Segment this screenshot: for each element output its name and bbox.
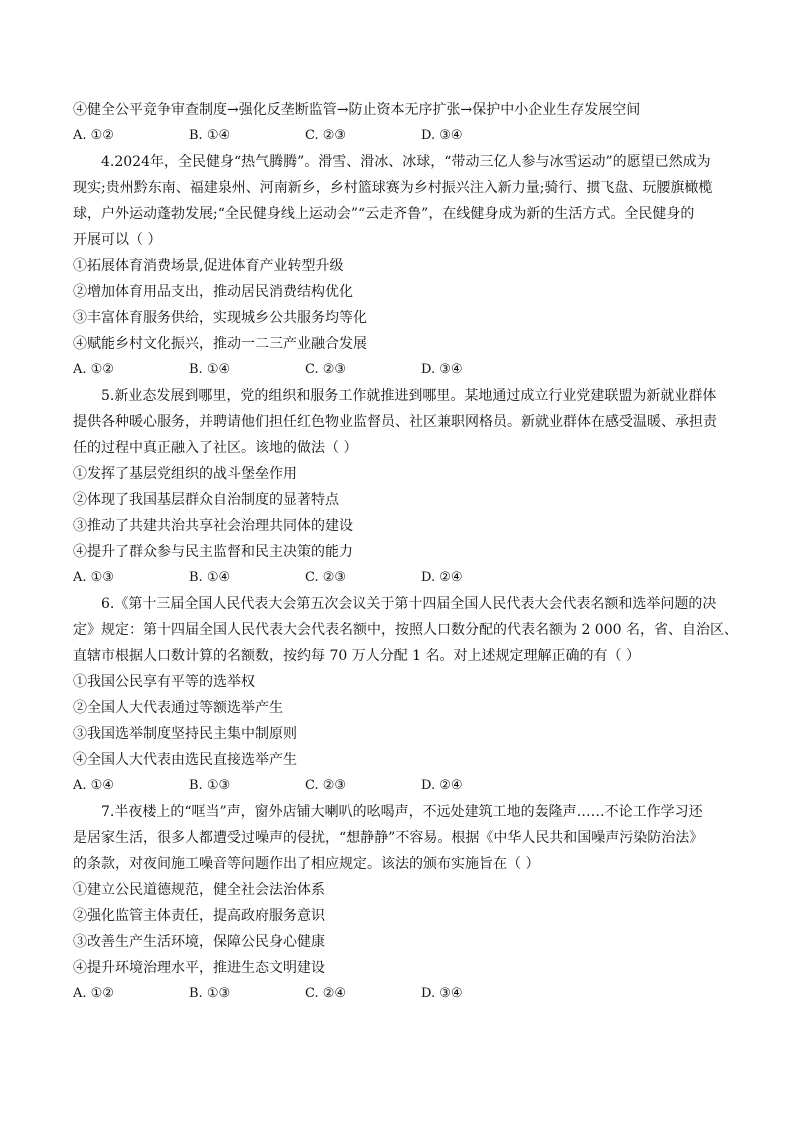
q5-option-1: ①发挥了基层党组织的战斗堡垒作用 <box>73 466 297 482</box>
q4-answer-b: B. ①④ <box>189 362 231 377</box>
q5-stem-line: 5.新业态发展到哪里，党的组织和服务工作就推进到哪里。某地通过成立行业党建联盟为新就业群体 <box>101 388 717 404</box>
question-7 <box>73 799 723 877</box>
q4-option-2: ②增加体育用品支出，推动居民消费结构优化 <box>73 284 353 300</box>
q7-option-4: ④提升环境治理水平，推进生态文明建设 <box>73 960 325 976</box>
q4-stem-line: 开展可以（ ） <box>73 232 162 248</box>
q3-answer-d: D. ③④ <box>421 128 463 143</box>
q4-stem-line: 4.2024年，全民健身“热气腾腾”。滑雪、滑冰、冰球，“带动三亿人参与冰雪运动”的愿望已然成为 <box>101 154 711 170</box>
q5-answer-d: D. ②④ <box>421 570 463 585</box>
q5-stem-line: 任的过程中真正融入了社区。该地的做法（ ） <box>73 440 358 456</box>
q7-stem-line: 是居家生活，很多人都遭受过噪声的侵扰，“想静静”不容易。根据《中华人民共和国噪声污染防治法》 <box>73 830 704 846</box>
q6-option-4: ④全国人大代表由选民直接选举产生 <box>73 752 297 768</box>
q6-answer-d: D. ②④ <box>421 778 463 793</box>
q3-answer-choices <box>73 123 723 149</box>
q5-answer-b: B. ①④ <box>189 570 231 585</box>
q6-stem-line: 定》规定：第十四届全国人民代表大会代表名额中，按照人口数分配的代表名额为 2 000 名，省、自治区、 <box>73 622 738 638</box>
q6-option-2: ②全国人大代表通过等额选举产生 <box>73 700 283 716</box>
q5-option-4: ④提升了群众参与民主监督和民主决策的能力 <box>73 544 353 560</box>
q6-stem-line: 6.《第十三届全国人民代表大会第五次会议关于第十四届全国人民代表大会代表名额和选举问题的决 <box>101 596 717 612</box>
q5-answer-c: C. ②③ <box>305 570 347 585</box>
q6-answer-c: C. ②③ <box>305 778 347 793</box>
q7-stem-line: 7.半夜楼上的“哐当”声，窗外店铺大喇叭的吆喝声，不远处建筑工地的轰隆声……不论工作学习还 <box>101 804 703 820</box>
q6-answer-choices <box>73 773 723 799</box>
q7-option-2: ②强化监管主体责任，提高政府服务意识 <box>73 908 325 924</box>
q4-answer-choices <box>73 357 723 383</box>
q3-answer-b: B. ①④ <box>189 128 231 143</box>
q5-answer-a: A. ①③ <box>73 570 114 585</box>
q5-answer-choices <box>73 565 723 591</box>
q6-answer-a: A. ①④ <box>73 778 114 793</box>
question-4 <box>73 149 723 253</box>
q7-answer-a: A. ①② <box>73 986 114 1001</box>
q3-answer-c: C. ②③ <box>305 128 347 143</box>
q5-stem-line: 提供各种暖心服务，并聘请他们担任红色物业监督员、社区兼职网格员。新就业群体在感受温暖、承担责 <box>73 414 717 430</box>
q5-option-3: ③推动了共建共治共享社会治理共同体的建设 <box>73 518 353 534</box>
q5-option-2: ②体现了我国基层群众自治制度的显著特点 <box>73 492 339 508</box>
q7-answer-choices <box>73 981 723 1007</box>
q6-stem-line: 直辖市根据人口数计算的名额数，按约每 70 万人分配 1 名。对上述规定理解正确的有（ ） <box>73 648 640 664</box>
q7-answer-d: D. ③④ <box>421 986 463 1001</box>
q3-option-4: ④健全公平竞争审查制度→强化反垄断监管→防止资本无序扩张→保护中小企业生存发展空间 <box>73 102 641 118</box>
exam-page <box>73 97 738 1007</box>
q6-option-3: ③我国选举制度坚持民主集中制原则 <box>73 726 297 742</box>
q4-answer-d: D. ③④ <box>421 362 463 377</box>
q6-answer-b: B. ①③ <box>189 778 231 793</box>
question-6 <box>73 591 738 669</box>
q7-option-3: ③改善生产生活环境，保障公民身心健康 <box>73 934 325 950</box>
q6-option-1: ①我国公民享有平等的选举权 <box>73 674 255 690</box>
q4-option-4: ④赋能乡村文化振兴，推动一二三产业融合发展 <box>73 336 367 352</box>
q7-answer-c: C. ②④ <box>305 986 347 1001</box>
q4-answer-a: A. ①② <box>73 362 114 377</box>
question-5 <box>73 383 723 461</box>
q7-answer-b: B. ①③ <box>189 986 231 1001</box>
q4-stem-line: 球，户外运动蓬勃发展;“全民健身线上运动会”“云走齐鲁”，在线健身成为新的生活方式。全民健身的 <box>73 206 695 222</box>
q7-stem-line: 的条款，对夜间施工噪音等问题作出了相应规定。该法的颁布实施旨在（ ） <box>73 856 540 872</box>
q3-answer-a: A. ①② <box>73 128 114 143</box>
q4-option-3: ③丰富体育服务供给，实现城乡公共服务均等化 <box>73 310 367 326</box>
q4-answer-c: C. ②③ <box>305 362 347 377</box>
q4-stem-line: 现实;贵州黔东南、福建泉州、河南新乡，乡村篮球赛为乡村振兴注入新力量;骑行、掼飞盘、玩腰旗橄榄 <box>73 180 713 196</box>
q7-option-1: ①建立公民道德规范，健全社会法治体系 <box>73 882 325 898</box>
q4-option-1: ①拓展体育消费场景,促进体育产业转型升级 <box>73 258 344 274</box>
